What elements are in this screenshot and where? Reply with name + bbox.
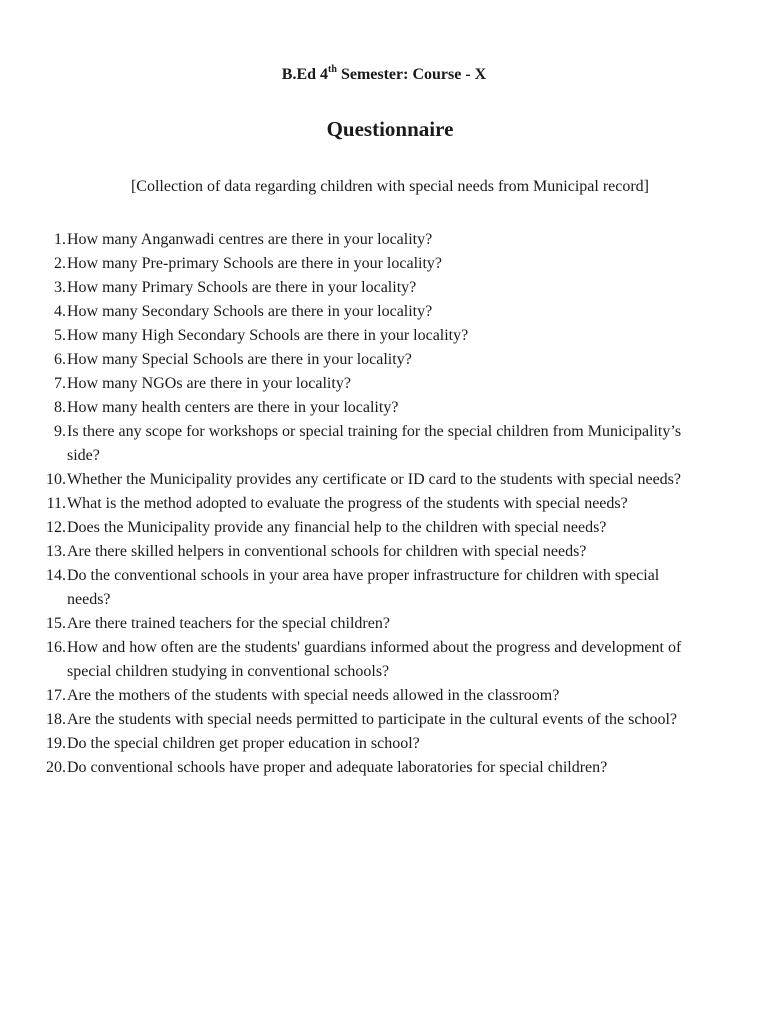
question-item	[0, 396, 768, 420]
course-title	[0, 64, 768, 86]
question-text: How many health centers are there in your locality?	[67, 399, 399, 416]
question-item	[0, 708, 768, 732]
question-item	[0, 252, 768, 276]
question-number: 3.	[54, 279, 66, 296]
question-number: 1.	[54, 231, 66, 248]
question-item	[0, 732, 768, 756]
question-item	[0, 324, 768, 348]
question-item	[0, 756, 768, 780]
question-number: 11.	[46, 495, 66, 512]
question-text: Whether the Municipality provides any certificate or ID card to the students with special needs?	[67, 471, 682, 488]
question-number: 6.	[54, 351, 66, 368]
question-text: How many NGOs are there in your locality?	[67, 375, 351, 392]
question-text: Are the mothers of the students with special needs allowed in the classroom?	[67, 687, 560, 704]
question-text: How many Primary Schools are there in your locality?	[67, 279, 417, 296]
question-number: 19.	[46, 735, 66, 752]
question-number: 20.	[46, 759, 66, 776]
question-item	[0, 468, 768, 492]
question-item	[0, 372, 768, 396]
question-text: Are there trained teachers for the special children?	[67, 615, 390, 632]
question-item	[0, 564, 768, 612]
subtitle: [Collection of data regarding children with special needs from Municipal record]	[130, 178, 650, 195]
question-item	[0, 228, 768, 252]
question-item	[0, 300, 768, 324]
question-text: How and how often are the students' guardians informed about the progress and development of special children studying in conventional schools?	[67, 639, 682, 680]
question-text: How many Secondary Schools are there in your locality?	[67, 303, 433, 320]
question-number: 10.	[46, 471, 66, 488]
question-number: 13.	[46, 543, 66, 560]
question-number: 16.	[46, 639, 66, 656]
question-item	[0, 348, 768, 372]
course-superscript: th	[328, 63, 337, 75]
question-number: 17.	[46, 687, 66, 704]
question-text: Are there skilled helpers in conventional schools for children with special needs?	[67, 543, 587, 560]
question-number: 7.	[54, 375, 66, 392]
question-item	[0, 492, 768, 516]
question-number: 2.	[54, 255, 66, 272]
question-item	[0, 612, 768, 636]
question-item	[0, 684, 768, 708]
question-number: 9.	[54, 423, 66, 440]
course-prefix: B.Ed 4	[281, 66, 329, 83]
question-item	[0, 540, 768, 564]
question-text: How many Special Schools are there in your locality?	[67, 351, 412, 368]
question-number: 15.	[46, 615, 66, 632]
question-text: Do the special children get proper education in school?	[67, 735, 420, 752]
question-number: 14.	[46, 567, 66, 584]
question-text: How many Anganwadi centres are there in your locality?	[67, 231, 433, 248]
question-text: Are the students with special needs permitted to participate in the cultural events of the school?	[67, 711, 678, 728]
question-text: Do the conventional schools in your area have proper infrastructure for children with special needs?	[67, 567, 660, 608]
question-item	[0, 276, 768, 300]
question-list	[0, 228, 768, 780]
question-text: What is the method adopted to evaluate the progress of the students with special needs?	[67, 495, 628, 512]
question-item	[0, 420, 768, 468]
question-text: How many Pre-primary Schools are there in your locality?	[67, 255, 442, 272]
course-suffix: Semester: Course - X	[336, 66, 487, 83]
question-text: How many High Secondary Schools are there in your locality?	[67, 327, 469, 344]
question-text: Do conventional schools have proper and adequate laboratories for special children?	[67, 759, 608, 776]
question-number: 5.	[54, 327, 66, 344]
question-number: 18.	[46, 711, 66, 728]
question-item	[0, 636, 768, 684]
question-number: 4.	[54, 303, 66, 320]
question-item	[0, 516, 768, 540]
question-text: Is there any scope for workshops or special training for the special children from Municipality’s side?	[67, 423, 682, 464]
question-number: 12.	[46, 519, 66, 536]
question-number: 8.	[54, 399, 66, 416]
question-text: Does the Municipality provide any financial help to the children with special needs?	[67, 519, 607, 536]
page-title: Questionnaire	[326, 117, 454, 141]
